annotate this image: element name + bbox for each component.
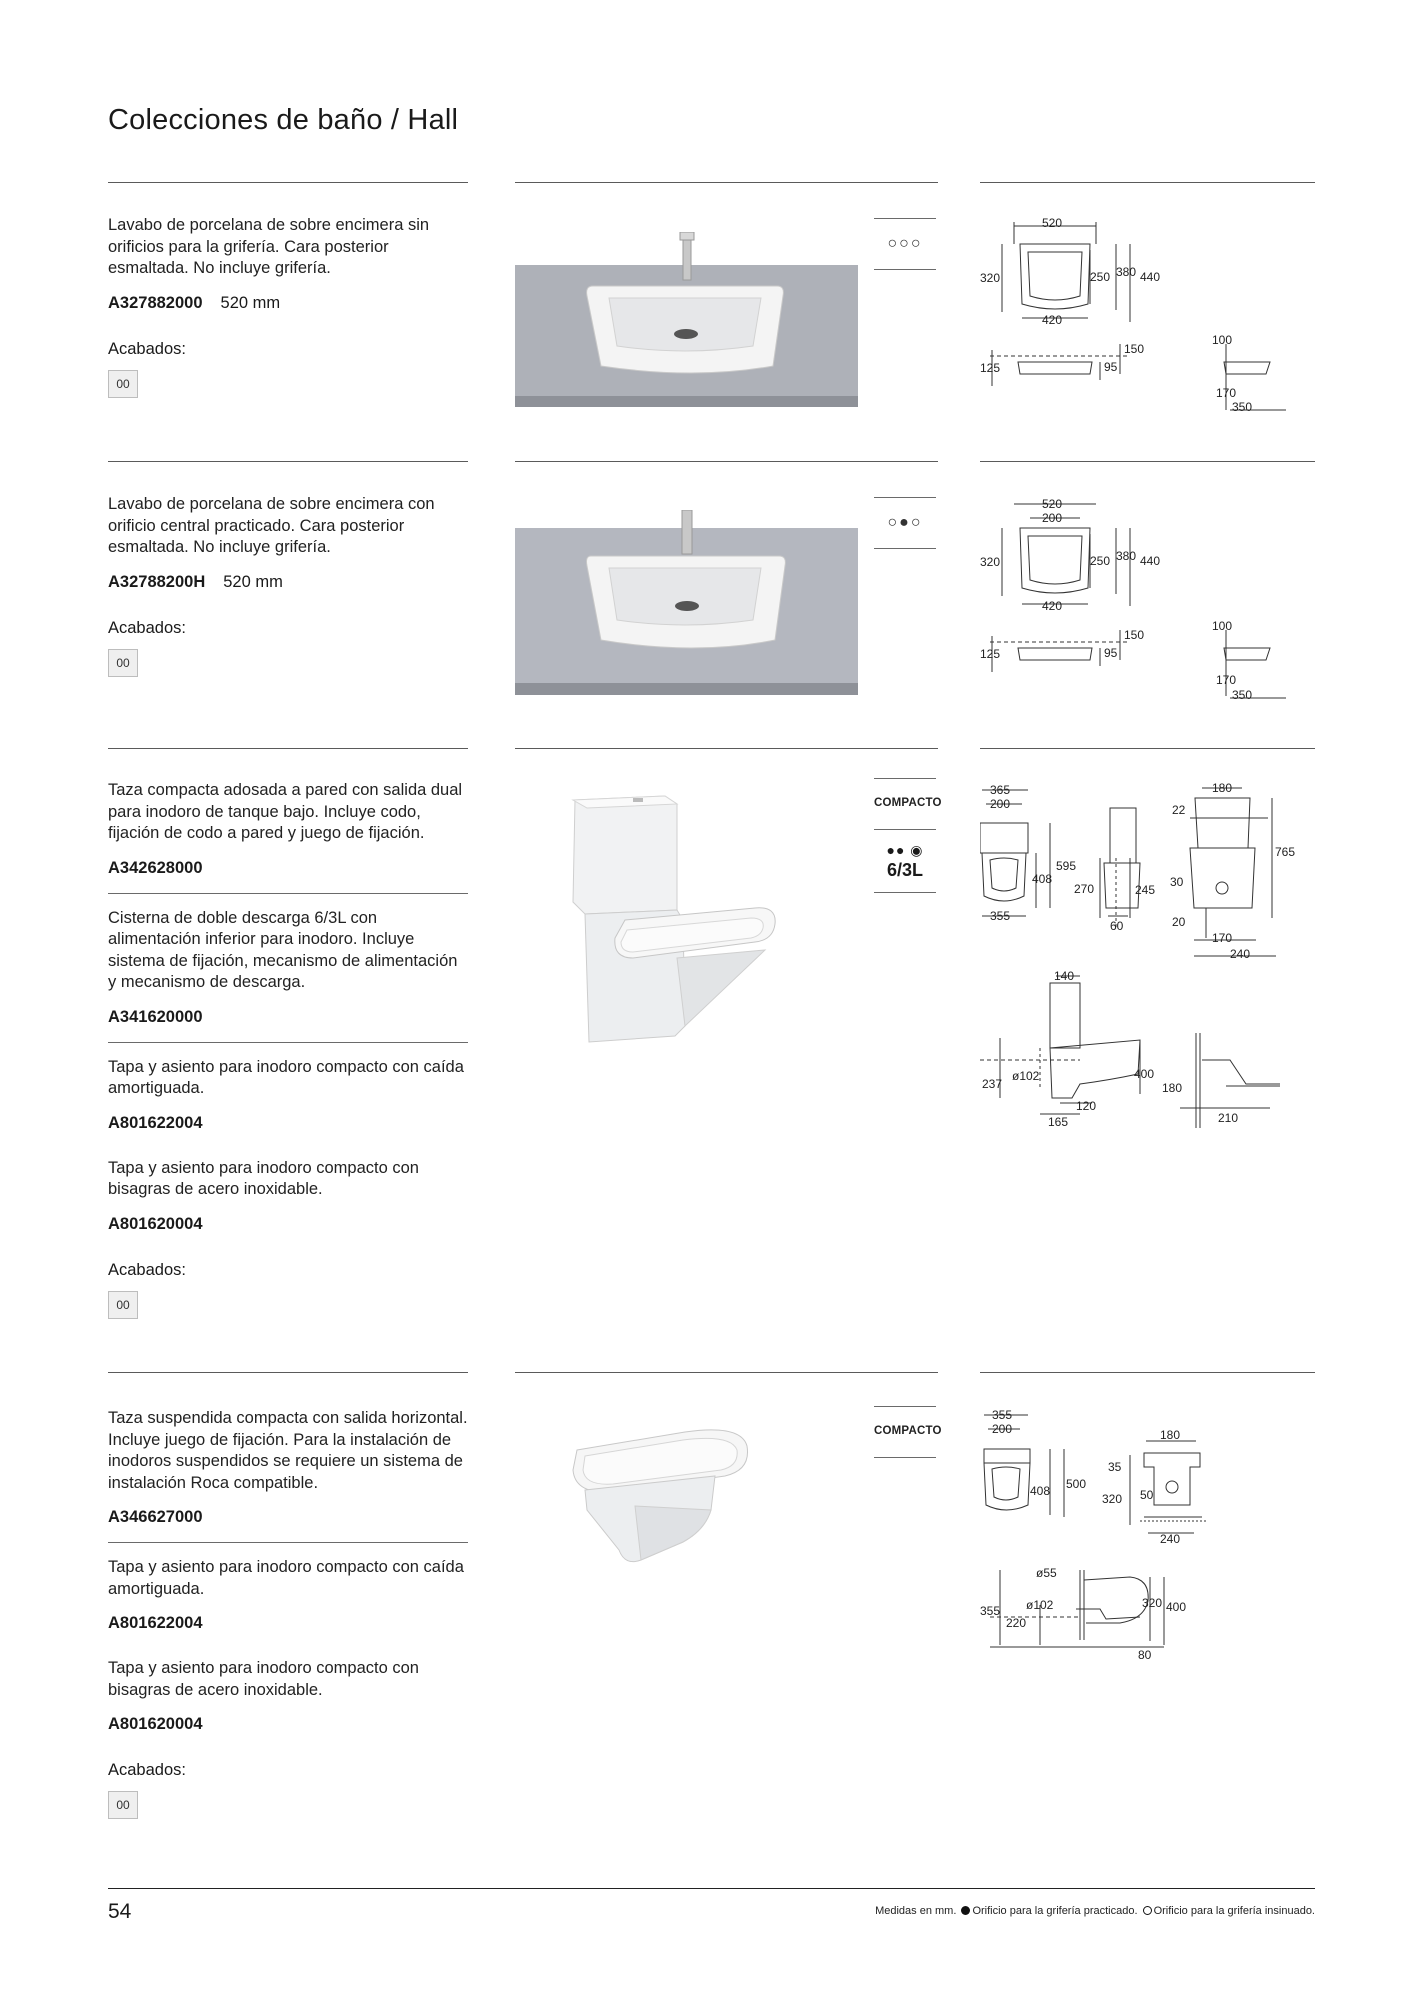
compact-badge: COMPACTO xyxy=(874,1425,942,1437)
product-description: Lavabo de porcelana de sobre encimera con orificio central practicado. Cara posterior esmaltada. No incluye grifería. xyxy=(108,495,435,556)
dim-label: 250 xyxy=(1090,270,1111,284)
open-legend: Orificio para la grifería insinuado. xyxy=(1153,1905,1315,1917)
footer-divider xyxy=(108,1888,1315,1889)
dim-label: 125 xyxy=(980,361,1001,375)
finish-swatch: 00 xyxy=(108,370,138,398)
dim-label: 320 xyxy=(1142,1596,1163,1610)
dim-label: 125 xyxy=(980,647,1001,661)
dim-label: 440 xyxy=(1140,270,1161,284)
dim-label: 380 xyxy=(1116,265,1137,279)
dim-label: 35 xyxy=(1108,1460,1122,1474)
technical-drawing-washbasin xyxy=(980,496,1315,710)
dim-label: 170 xyxy=(1212,931,1233,945)
dim-label: 80 xyxy=(1138,1648,1152,1662)
section-divider xyxy=(980,1372,1315,1373)
dim-label: 100 xyxy=(1212,619,1233,633)
dim-label: 180 xyxy=(1212,781,1233,795)
dim-label: ø55 xyxy=(1036,1566,1057,1580)
dim-label: 30 xyxy=(1170,875,1184,889)
feature-column xyxy=(874,778,942,893)
dim-label: 380 xyxy=(1116,549,1137,563)
dim-label: 765 xyxy=(1275,845,1296,859)
dim-label: 180 xyxy=(1160,1428,1181,1442)
feature-column xyxy=(874,218,936,270)
product-code: A801622004 xyxy=(108,1614,203,1632)
product-code: A801620004 xyxy=(108,1214,203,1233)
section-divider xyxy=(980,461,1315,462)
product-size: 520 mm xyxy=(223,572,283,591)
toilet-photo xyxy=(515,790,858,1110)
dim-label: ø102 xyxy=(1026,1598,1054,1612)
section-divider xyxy=(108,182,468,183)
dim-label: 100 xyxy=(1212,333,1233,347)
product-size: 520 mm xyxy=(220,293,281,312)
product-description: Tapa y asiento para inodoro compacto con caída amortiguada. xyxy=(108,1558,464,1598)
section-divider xyxy=(515,1372,938,1373)
dim-label: 408 xyxy=(1030,1484,1051,1498)
feature-column xyxy=(874,497,936,549)
dim-label: 165 xyxy=(1048,1115,1069,1129)
product-text-washbasin-2 xyxy=(108,494,468,677)
product-description: Tapa y asiento para inodoro compacto con bisagras de acero inoxidable. xyxy=(108,1659,419,1699)
product-description: Cisterna de doble descarga 6/3L con alimentación inferior para inodoro. Incluye sistema de fijación, mecanismo de alimentación y mecanismo de descarga. xyxy=(108,908,458,991)
filled-legend: Orificio para la grifería practicado. xyxy=(972,1905,1138,1917)
product-code: A32788200H xyxy=(108,572,206,591)
dim-label: 200 xyxy=(1042,511,1063,525)
compact-badge: COMPACTO xyxy=(874,797,942,809)
dim-label: ø102 xyxy=(1012,1069,1040,1083)
dim-label: 95 xyxy=(1104,646,1118,660)
product-code: A346627000 xyxy=(108,1508,203,1526)
item-divider xyxy=(108,893,468,894)
dim-label: 350 xyxy=(1232,400,1253,414)
product-code-line xyxy=(108,1612,468,1634)
product-description: Tapa y asiento para inodoro compacto con caída amortiguada. xyxy=(108,1057,464,1097)
dim-label: 150 xyxy=(1124,342,1145,356)
dim-label: 140 xyxy=(1054,969,1075,983)
dim-label: 237 xyxy=(982,1077,1003,1091)
dim-label: 200 xyxy=(990,797,1011,811)
product-code: A342628000 xyxy=(108,858,203,877)
dim-label: 440 xyxy=(1140,554,1161,568)
finishes-label: Acabados: xyxy=(108,1761,186,1779)
finishes-label: Acabados: xyxy=(108,618,186,637)
page-number: 54 xyxy=(108,1900,132,1923)
section-divider xyxy=(515,748,938,749)
dim-label: 595 xyxy=(1056,859,1077,873)
filled-hole-icon xyxy=(961,1906,970,1915)
feature-column xyxy=(874,1406,942,1458)
product-text-toilet-close-coupled xyxy=(108,780,468,1319)
dim-label: 320 xyxy=(980,555,1001,569)
dim-label: 245 xyxy=(1135,883,1156,897)
product-code-line xyxy=(108,1112,468,1134)
product-text-toilet-wall-hung xyxy=(108,1408,468,1819)
washbasin-photo xyxy=(515,510,858,695)
dim-label: 320 xyxy=(1102,1492,1123,1506)
product-description: Tapa y asiento para inodoro compacto con bisagras de acero inoxidable. xyxy=(108,1158,419,1198)
product-code: A801622004 xyxy=(108,1113,203,1132)
product-code-line xyxy=(108,1506,468,1528)
dim-label: 500 xyxy=(1066,1477,1087,1491)
dim-label: 400 xyxy=(1166,1600,1187,1614)
product-description: Taza compacta adosada a pared con salida dual para inodoro de tanque bajo. Incluye codo, fijación de codo a pared y juego de fijación. xyxy=(108,781,463,842)
dim-label: 320 xyxy=(980,271,1001,285)
finish-swatch: 00 xyxy=(108,649,138,677)
dim-label: 120 xyxy=(1076,1099,1097,1113)
product-code-line xyxy=(108,1006,468,1028)
dim-label: 95 xyxy=(1104,360,1118,374)
product-code-line xyxy=(108,857,468,879)
product-code-line xyxy=(108,1213,468,1235)
dim-label: 200 xyxy=(992,1422,1013,1436)
dim-label: 350 xyxy=(1232,688,1253,702)
page-title: Colecciones de baño / Hall xyxy=(108,104,459,136)
wall-hung-toilet-photo xyxy=(515,1410,858,1610)
section-divider xyxy=(108,748,468,749)
dim-label: 22 xyxy=(1172,803,1186,817)
dim-label: 220 xyxy=(1006,1616,1027,1630)
product-code-line xyxy=(108,292,468,314)
dim-label: 365 xyxy=(990,783,1011,797)
item-divider xyxy=(108,1042,468,1043)
product-code-line xyxy=(108,571,468,593)
dim-label: 50 xyxy=(1140,1488,1154,1502)
product-text-washbasin-1 xyxy=(108,215,468,398)
item-divider xyxy=(108,1542,468,1543)
section-divider xyxy=(980,182,1315,183)
dim-label: 520 xyxy=(1042,216,1063,230)
dim-label: 270 xyxy=(1074,882,1095,896)
finish-swatch: 00 xyxy=(108,1791,138,1819)
water-drops-icon: ●● ◉ xyxy=(886,842,924,858)
product-code-line xyxy=(108,1713,468,1735)
dim-label: 408 xyxy=(1032,872,1053,886)
dim-label: 240 xyxy=(1160,1532,1181,1546)
dim-label: 355 xyxy=(980,1604,1001,1618)
dim-label: 170 xyxy=(1216,386,1237,400)
dim-label: 20 xyxy=(1172,915,1186,929)
faucet-hole-dots: ○●○ xyxy=(887,514,923,531)
dim-label: 420 xyxy=(1042,313,1063,327)
dim-label: 240 xyxy=(1230,947,1251,961)
product-description: Lavabo de porcelana de sobre encimera sin orificios para la grifería. Cara posterior esmaltada. No incluye grifería. xyxy=(108,216,430,277)
dim-label: 60 xyxy=(1110,919,1124,933)
section-divider xyxy=(515,461,938,462)
open-hole-icon xyxy=(1143,1906,1152,1915)
dim-label: 355 xyxy=(990,909,1011,923)
washbasin-photo xyxy=(515,232,858,407)
section-divider xyxy=(108,1372,468,1373)
footer-legend xyxy=(875,1905,1315,1917)
product-code: A341620000 xyxy=(108,1007,203,1026)
section-divider xyxy=(980,748,1315,749)
section-divider xyxy=(108,461,468,462)
finishes-label: Acabados: xyxy=(108,339,186,358)
technical-drawing-washbasin xyxy=(980,214,1315,424)
product-code: A327882000 xyxy=(108,293,203,312)
flush-volume: 6/3L xyxy=(886,860,924,880)
dim-label: 520 xyxy=(1042,497,1063,511)
units-note: Medidas en mm. xyxy=(875,1905,957,1917)
technical-drawing-toilet xyxy=(980,778,1315,1148)
dim-label: 210 xyxy=(1218,1111,1239,1125)
dim-label: 250 xyxy=(1090,554,1111,568)
dim-label: 180 xyxy=(1162,1081,1183,1095)
dim-label: 355 xyxy=(992,1408,1013,1422)
finish-swatch: 00 xyxy=(108,1291,138,1319)
dim-label: 400 xyxy=(1134,1067,1155,1081)
technical-drawing-wall-hung xyxy=(980,1405,1315,1665)
finishes-label: Acabados: xyxy=(108,1260,186,1279)
faucet-hole-dots: ○○○ xyxy=(887,235,923,252)
dim-label: 420 xyxy=(1042,599,1063,613)
dim-label: 150 xyxy=(1124,628,1145,642)
dual-flush-badge xyxy=(874,830,936,892)
product-description: Taza suspendida compacta con salida horizontal. Incluye juego de fijación. Para la instalación de inodoros suspendidos se requiere un sistema de instalación Roca compatible. xyxy=(108,1409,468,1492)
product-code: A801620004 xyxy=(108,1715,203,1733)
dim-label: 170 xyxy=(1216,673,1237,687)
section-divider xyxy=(515,182,938,183)
